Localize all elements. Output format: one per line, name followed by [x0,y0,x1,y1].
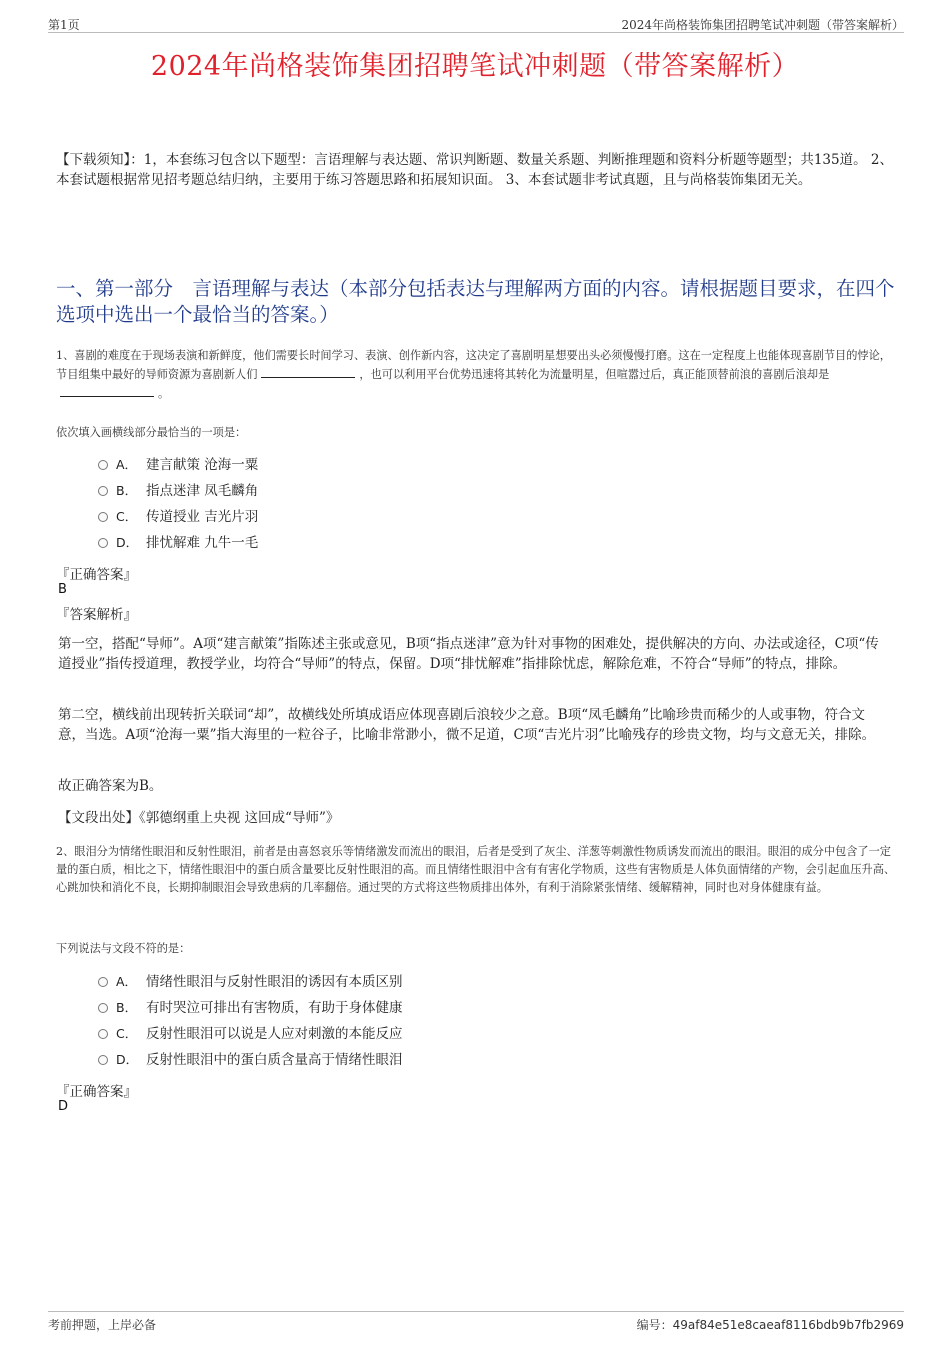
footer-code [637,1316,904,1333]
option-text: 排忧解难 九牛一毛 [146,535,259,551]
option-text: 反射性眼泪中的蛋白质含量高于情绪性眼泪 [146,1052,403,1068]
header-doc-title: 2024年尚格装饰集团招聘笔试冲刺题（带答案解析） [621,18,904,32]
option-c[interactable] [98,1021,403,1047]
source-citation: 【文段出处】《郭德纲重上央视 这回成“导师”》 [58,810,340,826]
download-notice: 【下载须知】：1，本套练习包含以下题型：言语理解与表达题、常识判断题、数量关系题、判断推理题和资料分析题等题型；共135道。 2、本套试题根据常见招考题总结归纳，主要用于练习答题思路和拓展知识面。 3、本套试题非考试真题，且与尚格装饰集团无关。 [56,152,893,188]
option-letter: C． [116,509,138,524]
option-letter: B． [116,483,138,498]
radio-icon[interactable] [98,1029,108,1039]
footer-slogan: 考前押题，上岸必备 [48,1318,157,1332]
page-header [48,14,904,33]
option-text: 传道授业 吉光片羽 [146,509,259,525]
page-number: 第1页 [48,18,80,32]
option-b[interactable] [98,478,258,504]
radio-icon[interactable] [98,1003,108,1013]
radio-icon[interactable] [98,977,108,987]
analysis-paragraph-2: 第二空，横线前出现转折关联词“却”，故横线处所填成语应体现喜剧后浪较少之意。B项“凤毛麟角”比喻珍贵而稀少的人或事物，符合文意，当选。A项“沧海一粟”指大海里的一粒谷子，比喻非常渺小，微不足道，C项“吉光片羽”比喻残存的珍贵文物，均与文意无关，排除。 [58,707,876,743]
question-2-options [98,969,403,1073]
analysis-label: 『答案解析』 [56,607,137,623]
option-letter: A． [116,974,138,989]
question-1-text-b: ，也可以利用平台优势迅速将其转化为流量明星，但喧嚣过后，真正能顶替前浪的喜剧后浪却是 [359,368,830,381]
correct-answer-label: 『正确答案』 [56,1084,137,1100]
radio-icon[interactable] [98,538,108,548]
correct-answer-label: 『正确答案』 [56,567,137,583]
analysis-paragraph-1: 第一空，搭配“导师”。A项“建言献策”指陈述主张或意见，B项“指点迷津”意为针对事物的困难处，提供解决的方向、办法或途径，C项“传道授业”指传授道理，教授学业，均符合“导师”的特点，保留。D项“排忧解难”指排除忧虑，解除危难，不符合“导师”的特点，排除。 [58,636,879,672]
option-text: 指点迷津 凤毛麟角 [146,483,259,499]
question-1-text-c: 。 [158,387,170,400]
option-letter: B． [116,1000,138,1015]
radio-icon[interactable] [98,1055,108,1065]
analysis-conclusion: 故正确答案为B。 [58,778,163,794]
question-2-prompt: 下列说法与文段不符的是： [56,942,191,955]
option-b[interactable] [98,995,403,1021]
question-1-text [56,347,896,403]
option-letter: D． [116,1052,139,1067]
option-text: 有时哭泣可排出有害物质，有助于身体健康 [146,1000,403,1016]
option-letter: C． [116,1026,138,1041]
question-1-text-a: 1、喜剧的难度在于现场表演和新鲜度，他们需要长时间学习、表演、创作新内容，这决定了喜剧明星想要出头必须慢慢打磨。这在一定程度上也能体现喜剧节目的悖论，节目组集中最好的导师资源为喜剧新人们 [56,349,891,381]
option-c[interactable] [98,504,258,530]
option-a[interactable] [98,969,403,995]
answer-blank [261,365,355,378]
radio-icon[interactable] [98,460,108,470]
section-title: 一、第一部分 言语理解与表达（本部分包括表达与理解两方面的内容。请根据题目要求，在四个选项中选出一个最恰当的答案。） [56,277,895,326]
question-1-prompt: 依次填入画横线部分最恰当的一项是： [56,426,247,439]
option-text: 情绪性眼泪与反射性眼泪的诱因有本质区别 [146,974,403,990]
question-2-text: 2、眼泪分为情绪性眼泪和反射性眼泪，前者是由喜怒哀乐等情绪激发而流出的眼泪，后者是受到了灰尘、洋葱等刺激性物质诱发而流出的眼泪。眼泪的成分中包含了一定量的蛋白质，相比之下，情绪性眼泪中的蛋白质含量要比反射性眼泪的高。而且情绪性眼泪中含有有害化学物质，这些有害物质是人体负面情绪的产物，会引起血压升高、心跳加快和消化不良，长期抑制眼泪会导致患病的几率翻倍。通过哭的方式将这些物质排出体外，有利于消除紧张情绪、缓解精神，同时也对身体健康有益。 [56,845,896,894]
correct-answer: D [58,1099,69,1114]
option-letter: A． [116,457,138,472]
option-letter: D． [116,535,139,550]
option-d[interactable] [98,530,258,556]
radio-icon[interactable] [98,512,108,522]
radio-icon[interactable] [98,486,108,496]
document-title: 2024年尚格装饰集团招聘笔试冲刺题（带答案解析） [150,51,800,82]
option-text: 反射性眼泪可以说是人应对刺激的本能反应 [146,1026,403,1042]
footer-code-value: 49af84e51e8caeaf8116bdb9b7fb2969 [672,1318,904,1332]
correct-answer: B [58,582,67,597]
page-footer [48,1311,904,1332]
option-text: 建言献策 沧海一粟 [146,457,259,473]
option-a[interactable] [98,452,258,478]
option-d[interactable] [98,1047,403,1073]
footer-code-label: 编号： [636,1318,673,1332]
question-1-options [98,452,258,556]
answer-blank [60,384,154,397]
